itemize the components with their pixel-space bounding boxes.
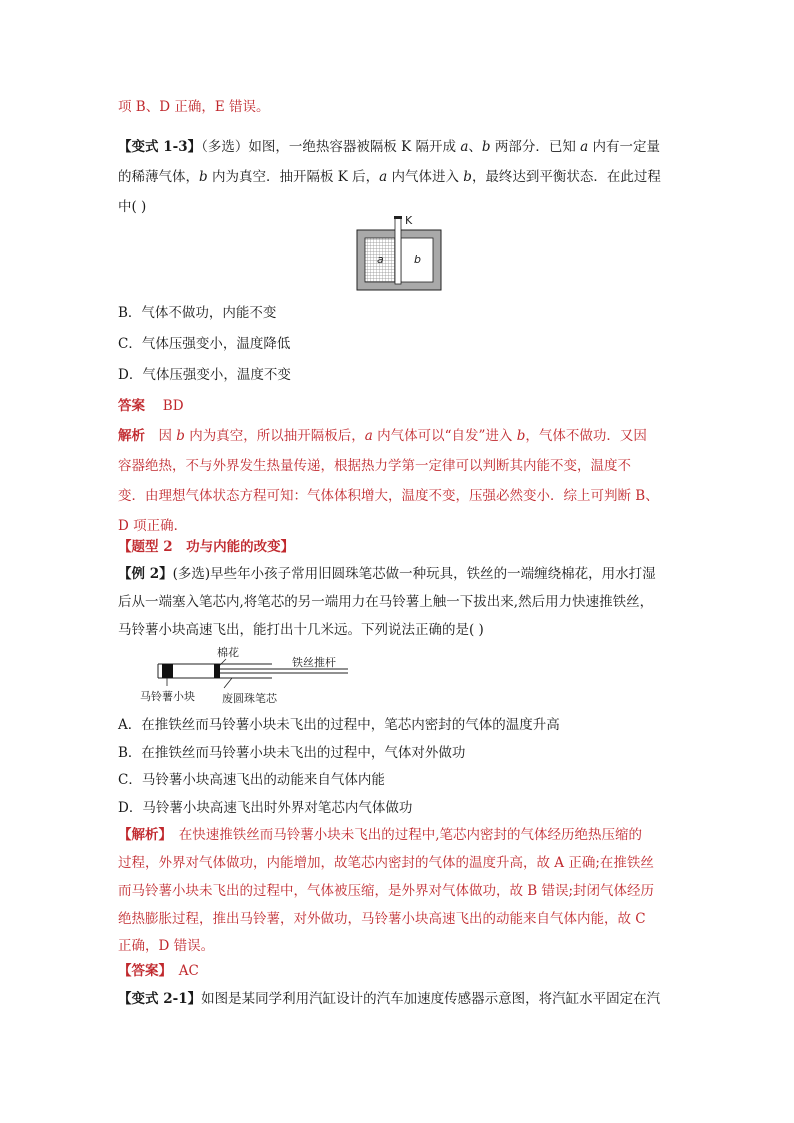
text: ，气体不做功．又因	[525, 428, 647, 444]
partition-handle	[394, 216, 402, 219]
option-d: D．马铃薯小块高速飞出时外界对笔芯内气体做功	[118, 800, 413, 816]
potato-plug	[162, 664, 173, 678]
variant21-line1	[118, 990, 660, 1008]
var: b	[176, 428, 185, 444]
explanation-line3: 变．由理想气体状态方程可知：气体体积增大，温度不变，压强必然变小．综上可判断 B、	[118, 488, 659, 504]
answer-label: 【答案】	[118, 963, 166, 979]
text: 内气体进入	[387, 169, 464, 185]
answer-value: BD	[162, 398, 184, 414]
tag-label: 【变式 2-1】	[118, 991, 202, 1007]
text: 因	[158, 428, 177, 444]
explanation-line2: 容器绝热，不与外界发生热量传递，根据热力学第一定律可以判断其内能不变，温度不	[118, 458, 631, 474]
var: b	[516, 428, 526, 444]
partition-k	[395, 218, 401, 284]
explanation2-line5: 正确，D 错误。	[118, 938, 215, 954]
text: 内气体可以“自发”进入	[372, 428, 517, 444]
question-v13-line3: 中( )	[118, 199, 147, 215]
option-d: D．气体压强变小，温度不变	[118, 367, 291, 383]
option-c: C．气体压强变小，温度降低	[118, 336, 291, 352]
pen-refill-diagram	[140, 640, 380, 712]
cotton-plug	[214, 664, 220, 678]
var: a	[364, 428, 373, 444]
text: 内为真空．抽开隔板 K 后，	[207, 169, 380, 185]
text: (多选)早些年小孩子常用旧圆珠笔芯做一种玩具，铁丝的一端缠绕棉花，用水打湿	[172, 566, 656, 582]
explanation-line1	[118, 427, 647, 445]
answer-value: AC	[178, 963, 199, 979]
label-b: b	[414, 253, 421, 266]
var: a	[379, 169, 388, 185]
explanation2-line2: 过程，外界对气体做功，内能增加，故笔芯内密封的气体的温度升高，故 A 正确;在推铁丝	[118, 855, 654, 871]
option-b: B．在推铁丝而马铃薯小块未飞出的过程中，气体对外做功	[118, 745, 466, 761]
label-tube: 废圆珠笔芯	[222, 692, 277, 705]
text: 在快速推铁丝而马铃薯小块未飞出的过程中,笔芯内密封的气体经历绝热压缩的	[165, 827, 643, 843]
answer-label: 答案	[118, 398, 145, 414]
text: 、	[468, 139, 482, 155]
explanation2-line3: 而马铃薯小块未飞出的过程中，气体被压缩，是外界对气体做功，故 B 错误;封闭气体经历	[118, 883, 655, 899]
tag-label: 【变式 1-3】	[118, 139, 202, 155]
explanation-line4: D 项正确．	[118, 518, 188, 534]
text: 两部分．已知	[490, 139, 581, 155]
label-cotton: 棉花	[217, 646, 239, 659]
var: b	[463, 169, 472, 185]
answer-line	[118, 397, 184, 415]
label-potato: 马铃薯小块	[140, 690, 195, 703]
var: b	[481, 139, 491, 155]
text: ，最终达到平衡状态．在此过程	[471, 169, 661, 185]
example2-line1	[118, 565, 656, 583]
text-line: 项 B、D 正确，E 错误。	[118, 99, 270, 115]
option-b: B．气体不做功，内能不变	[118, 305, 277, 321]
explanation2-line1	[118, 826, 642, 844]
text: （多选）如图，一绝热容器被隔板 K 隔开成	[201, 139, 461, 155]
option-a: A．在推铁丝而马铃薯小块未飞出的过程中，笔芯内密封的气体的温度升高	[118, 717, 560, 733]
section-heading: 【题型 2 功与内能的改变】	[118, 539, 295, 555]
explanation-label: 【解析】	[118, 827, 166, 843]
var: b	[199, 169, 208, 185]
text: 如图是某同学利用汽缸设计的汽车加速度传感器示意图，将汽缸水平固定在汽	[201, 991, 661, 1007]
question-v13-line1	[118, 138, 660, 156]
answer2-line	[118, 962, 199, 980]
example2-line2: 后从一端塞入笔芯内,将笔芯的另一端用力在马铃薯上触一下拔出来,然后用力快速推铁丝，	[118, 594, 654, 610]
text: 的稀薄气体，	[118, 169, 199, 185]
question-v13-line2	[118, 168, 661, 186]
text: 内为真空，所以抽开隔板后，	[184, 428, 365, 444]
explanation2-line4: 绝热膨胀过程，推出马铃薯，对外做功，马铃薯小块高速飞出的动能来自气体内能，故 C	[118, 911, 646, 927]
explanation-label: 解析	[118, 428, 145, 444]
tag-label: 【例 2】	[118, 566, 173, 582]
label-rod: 铁丝推杆	[292, 656, 336, 669]
label-k: K	[405, 214, 413, 227]
container-diagram	[355, 212, 445, 292]
option-c: C．马铃薯小块高速飞出的动能来自气体内能	[118, 772, 385, 788]
label-a: a	[377, 253, 384, 266]
text: 内有一定量	[588, 139, 660, 155]
var: a	[460, 139, 469, 155]
var: a	[580, 139, 589, 155]
leader-line	[224, 678, 232, 688]
example2-line3: 马铃薯小块高速飞出，能打出十几米远。下列说法正确的是( )	[118, 622, 484, 638]
